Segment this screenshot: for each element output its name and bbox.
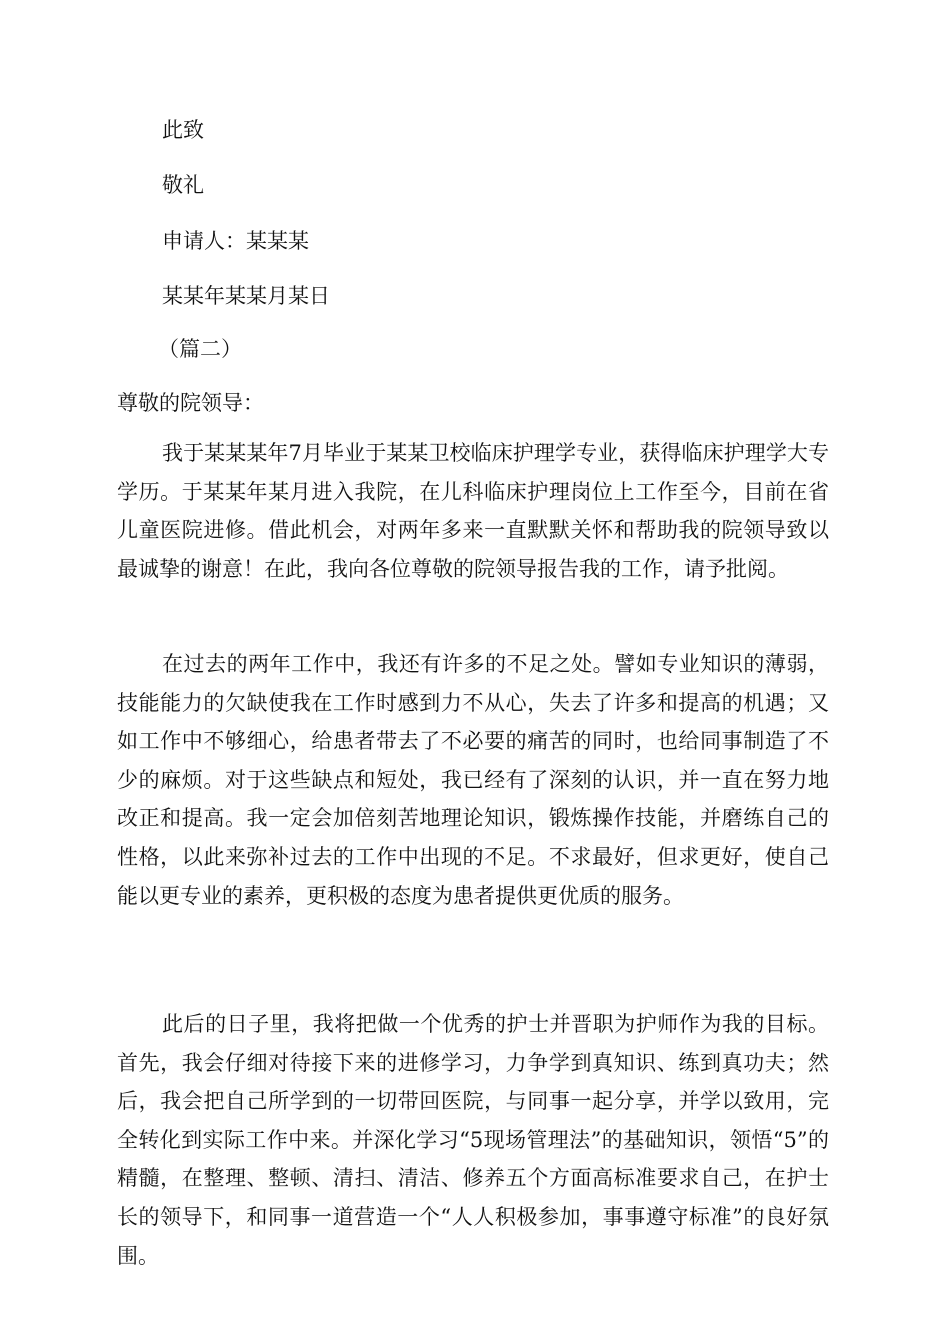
applicant-line: 申请人：某某某 [162, 229, 309, 253]
section-label: （篇二） [158, 337, 242, 361]
date-line: 某某年某某月某日 [162, 284, 330, 308]
body-paragraph-2: 在过去的两年工作中，我还有许多的不足之处。譬如专业知识的薄弱，技能能力的欠缺使我在工作时感到力不从心，失去了许多和提高的机遇；又如工作中不够细心，给患者带去了不必要的痛苦的同时，也给同事制造了不少的麻烦。对于这些缺点和短处，我已经有了深刻的认识，并一直在努力地改正和提高。我一定会加倍刻苦地理论知识，锻炼操作技能，并磨练自己的性格，以此来弥补过去的工作中出现的不足。不求最好，但求更好，使自己能以更专业的素养，更积极的态度为患者提供更优质的服务。 [117, 652, 829, 908]
body-paragraph-1: 我于某某某年7月毕业于某某卫校临床护理学专业，获得临床护理学大专学历。于某某年某月进入我院，在儿科临床护理岗位上工作至今，目前在省儿童医院进修。借此机会，对两年多来一直默默关怀和帮助我的院领导致以最诚挚的谢意！在此，我向各位尊敬的院领导报告我的工作，请予批阅。 [117, 441, 829, 581]
body-paragraph-3: 此后的日子里，我将把做一个优秀的护士并晋职为护师作为我的目标。首先，我会仔细对待接下来的进修学习，力争学到真知识、练到真功夫；然后，我会把自己所学到的一切带回医院，与同事一起分享，并学以致用，完全转化到实际工作中来。并深化学习“5现场管理法”的基础知识，领悟“5”的精髓，在整理、整顿、清扫、清洁、修养五个方面高标准要求自己，在护士长的领导下，和同事一道营造一个“人人积极参加，事事遵守标准”的良好氛围。 [117, 1012, 829, 1268]
letter-greeting: 尊敬的院领导： [117, 391, 264, 415]
closing-salutation: 此致 [162, 118, 204, 142]
closing-regards: 敬礼 [162, 173, 204, 197]
